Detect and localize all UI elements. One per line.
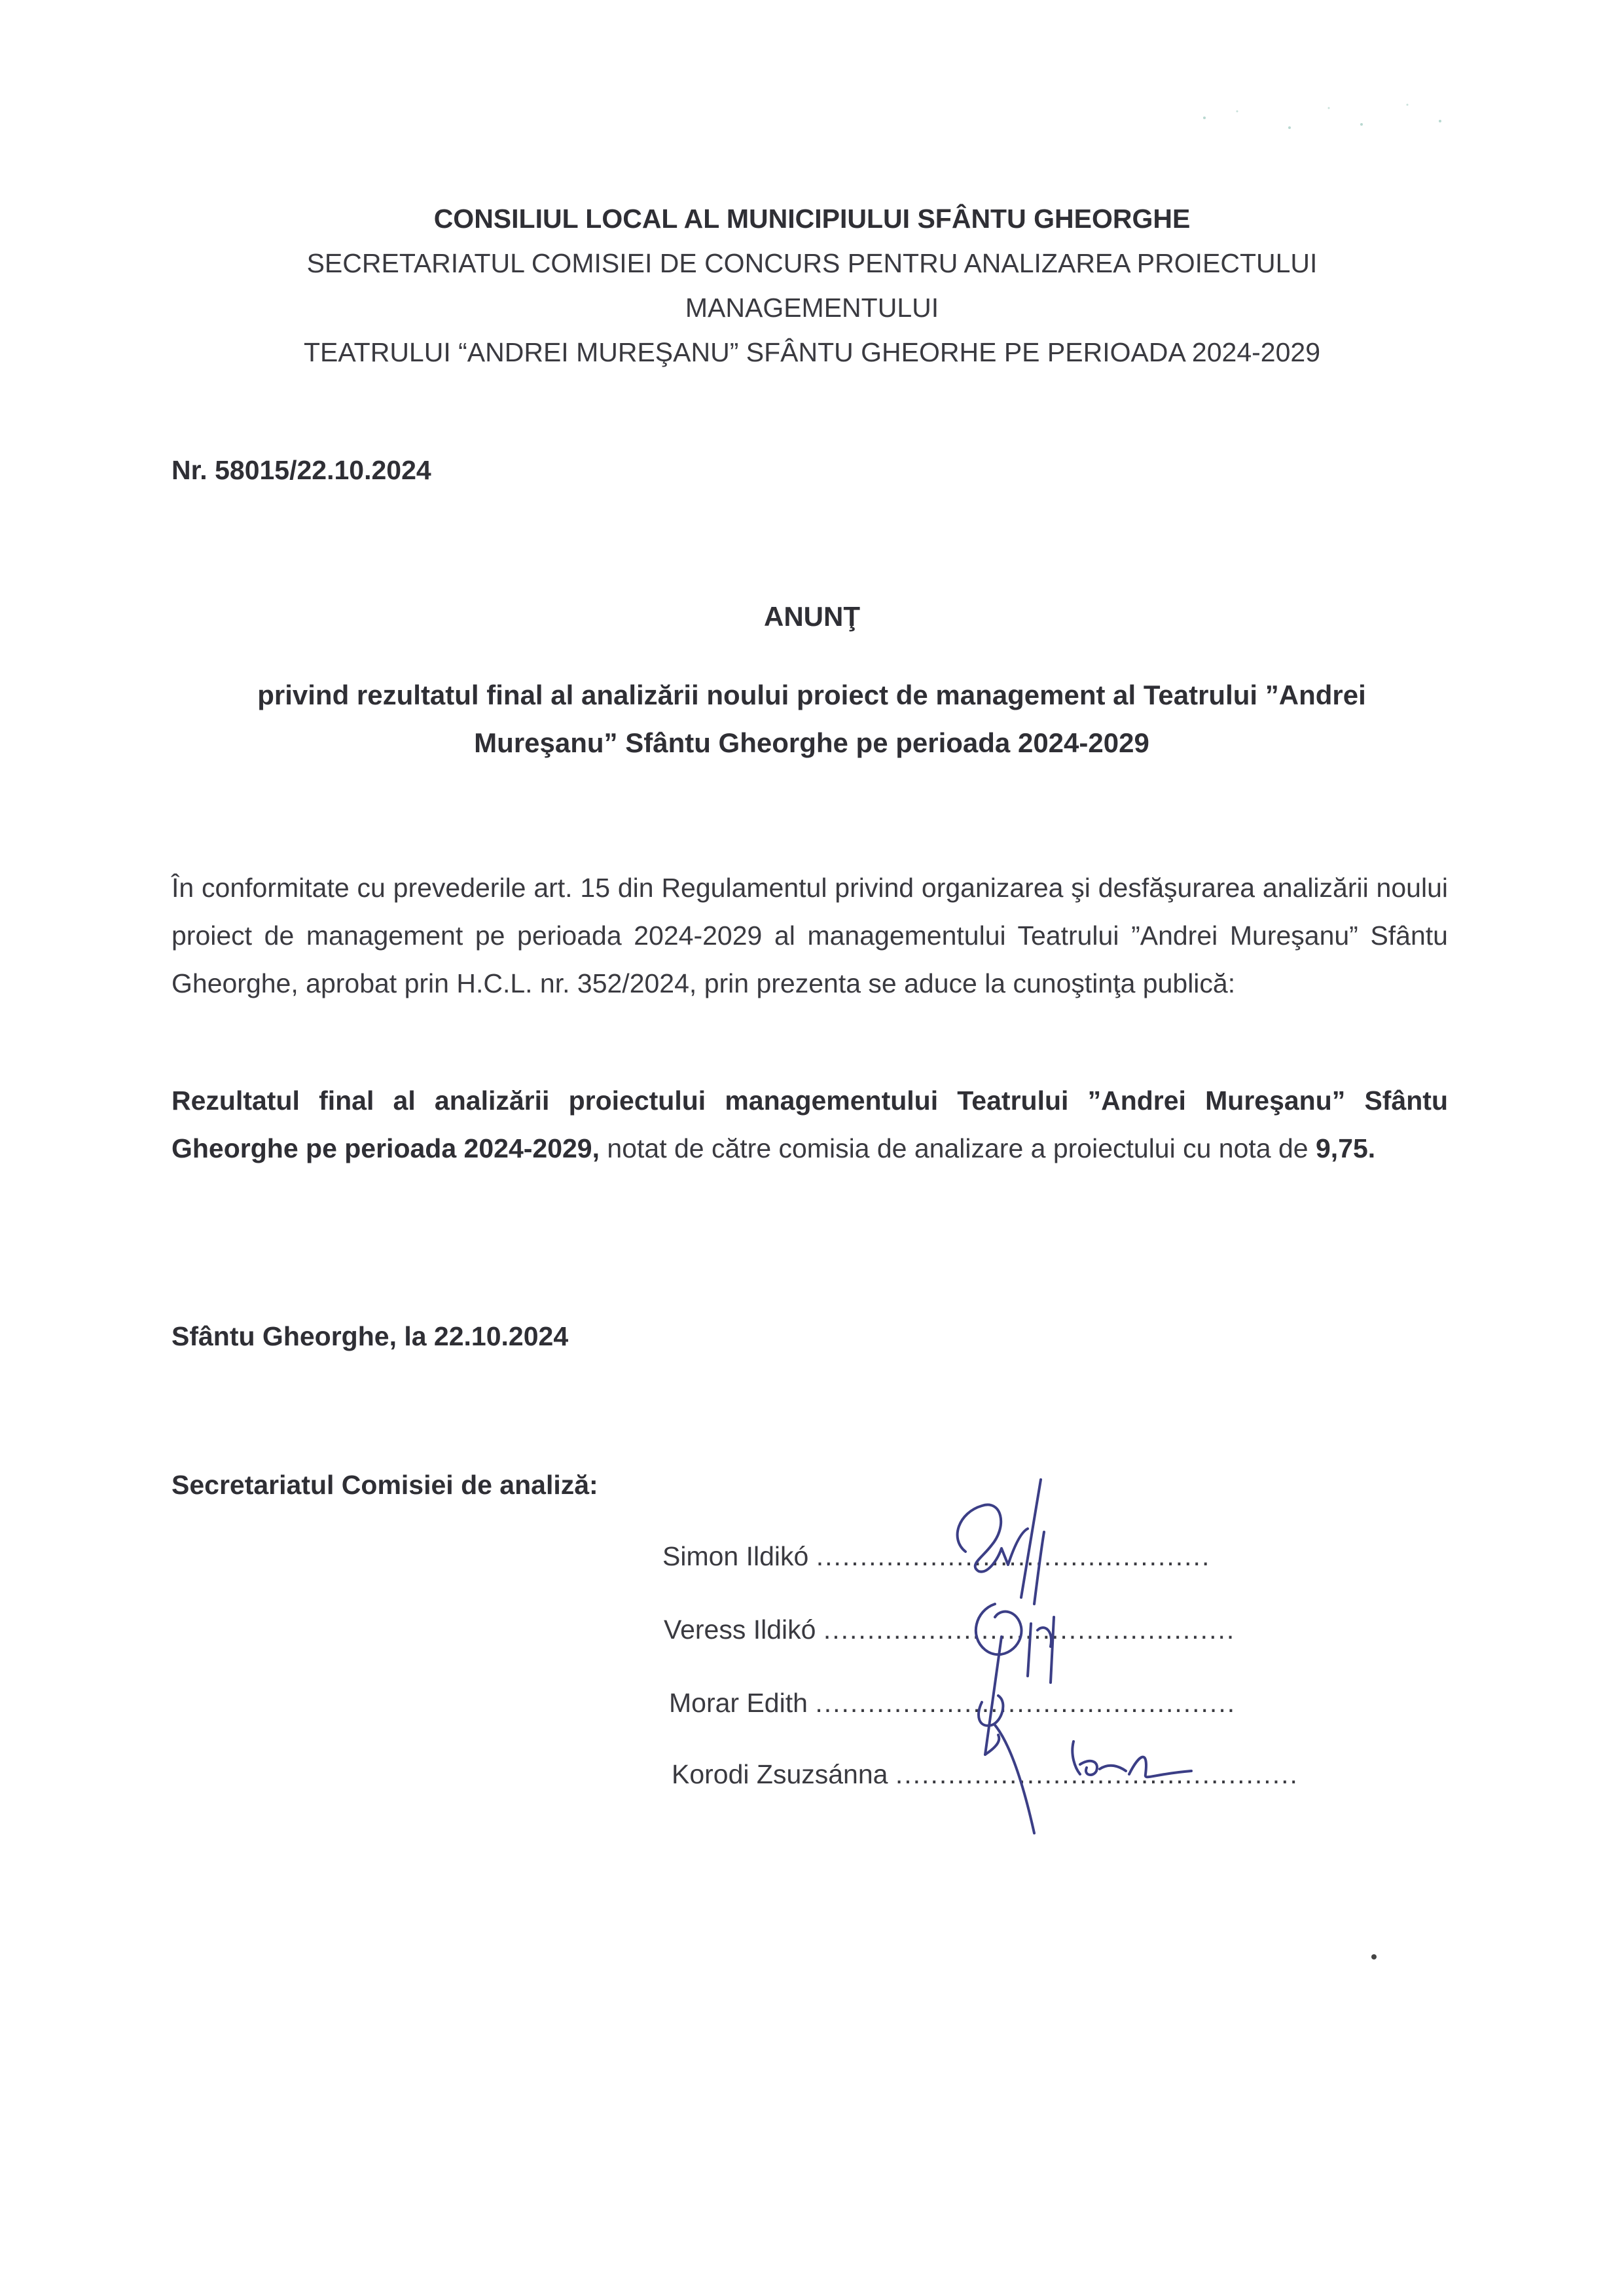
subtitle-line-2: Mureşanu” Sfântu Gheorghe pe perioada 2024-2029 [474,727,1149,758]
signature-korodi [1072,1741,1191,1777]
member-name: Korodi Zsuzsánna [672,1759,888,1789]
result-paragraph [171,1077,1448,1173]
member-name: Morar Edith [669,1688,808,1718]
result-normal-text: notat de către comisia de analizare a proiectului cu nota de [600,1133,1316,1163]
member-name: Veress Ildikó [664,1614,816,1645]
council-name: CONSILIUL LOCAL AL MUNICIPIULUI SFÂNTU GHEORGHE [433,204,1191,234]
result-score: 9,75. [1316,1133,1376,1163]
scan-dot [1371,1954,1377,1959]
document-header [131,196,1493,374]
signature-dots: ............................................... [823,1614,1236,1645]
member-name: Simon Ildikó [662,1541,809,1571]
result-bold-text: Rezultatul final al analizării proiectului managementului Teatrului ”Andrei Mureşanu” Sfântu Gheorghe pe perioada 2024-2029, [171,1085,1448,1163]
secretariat-line: SECRETARIATUL COMISIEI DE CONCURS PENTRU ANALIZAREA PROIECTULUI [306,248,1318,278]
handwritten-signatures [903,1467,1309,1886]
signature-morar [979,1696,1034,1833]
signature-dots: .............................................. [895,1759,1299,1789]
announcement-subtitle [157,671,1466,767]
theatre-period-line: TEATRULUI “ANDREI MUREŞANU” SFÂNTU GHEORHE PE PERIOADA 2024-2029 [303,337,1321,367]
place-and-date: Sfântu Gheorghe, la 22.10.2024 [171,1321,569,1351]
document-number: Nr. 58015/22.10.2024 [171,455,431,485]
subtitle-line-1: privind rezultatul final al analizării noului proiect de management al Teatrului ”Andrei [257,680,1366,710]
signature-dots: ............................................. [816,1541,1211,1571]
scan-noise [1191,92,1466,144]
signature-dots: ................................................ [815,1688,1236,1718]
announcement-title: ANUNŢ [764,601,860,632]
secretariat-label: Secretariatul Comisiei de analiză: [171,1470,598,1500]
management-line: MANAGEMENTULUI [685,293,939,323]
signature-simon [958,1480,1041,1597]
legal-basis-paragraph: În conformitate cu prevederile art. 15 din Regulamentul privind organizarea şi desfăşurarea analizării noului proiect de management pe perioada 2024-2029 al managementului Teatrului ”Andrei Mureşanu” Sfântu Gheorghe, aprobat prin H.C.L. nr. 352/2024, prin prezenta se aduce la cunoştinţa publică: [171,873,1448,998]
signature-veress [976,1604,1054,1755]
